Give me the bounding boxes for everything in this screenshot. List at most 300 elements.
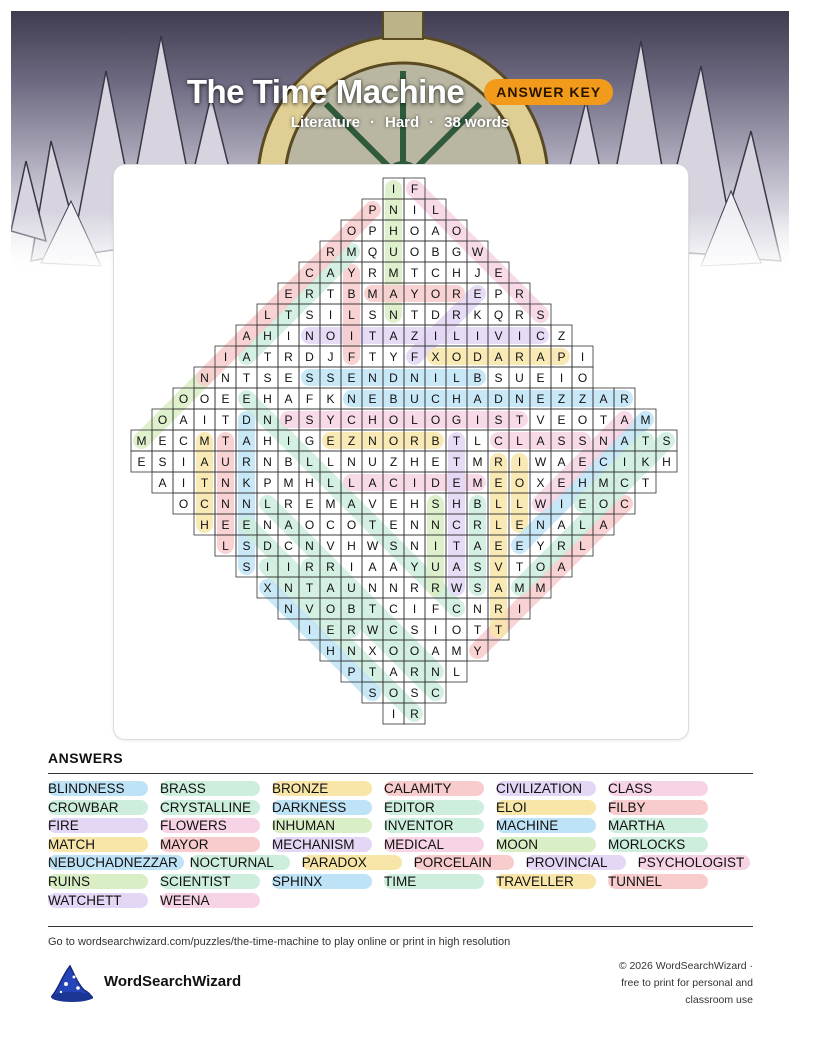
grid-cell[interactable] [194, 409, 215, 430]
svg-text:V: V [326, 539, 335, 553]
svg-text:I: I [580, 350, 585, 364]
answer-word: DARKNESS [272, 799, 346, 816]
svg-text:B: B [431, 245, 440, 259]
answer-word: MATCH [48, 836, 95, 853]
svg-text:Z: Z [410, 329, 419, 343]
svg-text:R: R [431, 581, 440, 595]
svg-text:A: A [326, 581, 335, 595]
grid-cell[interactable] [404, 514, 425, 535]
svg-text:A: A [179, 413, 188, 427]
svg-text:Z: Z [557, 392, 566, 406]
svg-text:L: L [453, 371, 460, 385]
svg-text:W: W [450, 581, 463, 595]
grid-cell[interactable] [467, 598, 488, 619]
svg-text:M: M [346, 245, 357, 259]
svg-text:O: O [325, 602, 336, 616]
svg-text:T: T [326, 287, 335, 301]
grid-cell[interactable] [173, 451, 194, 472]
svg-text:C: C [431, 686, 440, 700]
grid-cell[interactable] [425, 241, 446, 262]
svg-text:N: N [284, 581, 293, 595]
svg-text:N: N [389, 581, 398, 595]
svg-text:H: H [263, 329, 272, 343]
svg-text:H: H [662, 455, 671, 469]
svg-text:T: T [473, 623, 482, 637]
svg-text:C: C [347, 413, 356, 427]
answer-key-badge: ANSWER KEY [484, 79, 613, 105]
grid-cell[interactable] [467, 451, 488, 472]
grid-cell[interactable] [320, 388, 341, 409]
svg-text:A: A [200, 455, 209, 469]
svg-text:P: P [557, 350, 566, 364]
svg-text:E: E [284, 287, 293, 301]
svg-text:E: E [242, 518, 251, 532]
svg-text:N: N [263, 518, 272, 532]
svg-text:X: X [536, 476, 545, 490]
svg-text:A: A [389, 665, 398, 679]
svg-text:W: W [366, 623, 379, 637]
svg-text:U: U [431, 560, 440, 574]
svg-text:L: L [579, 518, 586, 532]
svg-text:I: I [265, 560, 270, 574]
svg-text:M: M [535, 581, 546, 595]
svg-text:H: H [263, 434, 272, 448]
svg-text:A: A [347, 497, 356, 511]
svg-text:Q: Q [493, 308, 504, 322]
svg-text:D: D [431, 308, 440, 322]
svg-text:A: A [494, 350, 503, 364]
svg-text:Y: Y [536, 539, 545, 553]
svg-text:L: L [495, 497, 502, 511]
svg-text:I: I [181, 455, 186, 469]
svg-text:M: M [451, 644, 462, 658]
grid-cell[interactable] [404, 304, 425, 325]
svg-text:W: W [534, 455, 547, 469]
grid-cell[interactable] [173, 472, 194, 493]
answer-word: SCIENTIST [160, 873, 231, 890]
svg-text:I: I [622, 455, 627, 469]
svg-text:S: S [662, 434, 671, 448]
svg-text:A: A [557, 560, 566, 574]
grid-cell[interactable] [404, 451, 425, 472]
grid-cell[interactable] [278, 346, 299, 367]
svg-text:S: S [494, 371, 503, 385]
svg-text:Y: Y [326, 413, 335, 427]
grid-cell[interactable] [446, 661, 467, 682]
svg-text:N: N [410, 539, 419, 553]
grid-cell[interactable] [530, 451, 551, 472]
svg-text:W: W [366, 539, 379, 553]
svg-text:L: L [516, 497, 523, 511]
grid-cell[interactable] [215, 388, 236, 409]
grid-cell[interactable] [551, 409, 572, 430]
svg-text:H: H [347, 539, 356, 553]
grid-cell[interactable] [383, 451, 404, 472]
grid-cell[interactable] [362, 241, 383, 262]
answer-word: RUINS [48, 873, 90, 890]
grid-cell[interactable] [404, 493, 425, 514]
svg-text:I: I [286, 560, 291, 574]
difficulty-label: Hard [384, 114, 420, 131]
svg-text:L: L [306, 455, 313, 469]
answer-word: CIVILIZATION [496, 780, 582, 797]
svg-text:C: C [494, 434, 503, 448]
svg-text:P: P [368, 203, 377, 217]
grid-cell[interactable] [215, 409, 236, 430]
svg-text:R: R [305, 287, 314, 301]
svg-text:T: T [368, 602, 377, 616]
svg-text:T: T [515, 560, 524, 574]
svg-text:R: R [494, 455, 503, 469]
copyright-notice [619, 958, 753, 1009]
svg-text:V: V [494, 329, 503, 343]
answer-word: PORCELAIN [414, 854, 492, 871]
svg-text:I: I [328, 308, 333, 322]
svg-text:A: A [557, 518, 566, 532]
svg-text:H: H [263, 392, 272, 406]
answer-word: FLOWERS [160, 817, 227, 834]
svg-text:E: E [473, 287, 482, 301]
grid-cell[interactable] [530, 367, 551, 388]
svg-text:O: O [409, 245, 420, 259]
svg-text:N: N [263, 455, 272, 469]
answer-word: MAYOR [160, 836, 209, 853]
svg-text:D: D [389, 371, 398, 385]
svg-text:C: C [179, 434, 188, 448]
svg-text:D: D [494, 392, 503, 406]
svg-text:Z: Z [389, 455, 398, 469]
svg-text:O: O [430, 413, 441, 427]
svg-text:N: N [473, 602, 482, 616]
svg-text:N: N [347, 392, 356, 406]
svg-text:N: N [389, 203, 398, 217]
grid-cell[interactable] [446, 619, 467, 640]
grid-cell[interactable] [299, 346, 320, 367]
svg-text:H: H [305, 476, 314, 490]
svg-text:T: T [641, 434, 650, 448]
svg-text:L: L [453, 329, 460, 343]
grid-cell[interactable] [425, 619, 446, 640]
svg-text:L: L [264, 497, 271, 511]
svg-text:R: R [242, 455, 251, 469]
svg-text:L: L [348, 308, 355, 322]
grid-cell[interactable] [341, 535, 362, 556]
svg-text:N: N [305, 539, 314, 553]
svg-text:C: C [620, 476, 629, 490]
svg-text:N: N [263, 413, 272, 427]
svg-text:N: N [284, 602, 293, 616]
svg-text:U: U [410, 392, 419, 406]
word-count-label: 38 words [444, 114, 510, 131]
svg-text:A: A [620, 434, 629, 448]
svg-text:E: E [389, 518, 398, 532]
grid-cell[interactable] [320, 304, 341, 325]
grid-cell[interactable] [383, 346, 404, 367]
svg-text:V: V [494, 560, 503, 574]
svg-text:A: A [242, 350, 251, 364]
svg-text:R: R [305, 560, 314, 574]
grid-cell[interactable] [446, 640, 467, 661]
grid-cell[interactable] [257, 367, 278, 388]
grid-cell[interactable] [278, 388, 299, 409]
grid-cell[interactable] [362, 346, 383, 367]
answers-divider [48, 773, 753, 774]
svg-text:R: R [515, 308, 524, 322]
grid-cell[interactable] [362, 451, 383, 472]
svg-text:T: T [263, 350, 272, 364]
answer-word: INHUMAN [272, 817, 335, 834]
svg-text:K: K [326, 392, 335, 406]
svg-text:E: E [578, 497, 587, 511]
grid-cell[interactable] [299, 388, 320, 409]
grid-cell[interactable] [362, 304, 383, 325]
grid-cell[interactable] [404, 241, 425, 262]
page-title: The Time Machine [186, 73, 465, 110]
svg-text:R: R [326, 560, 335, 574]
svg-text:Y: Y [389, 350, 398, 364]
svg-text:I: I [286, 434, 291, 448]
svg-text:H: H [368, 413, 377, 427]
svg-text:S: S [389, 539, 398, 553]
grid-cell[interactable] [467, 430, 488, 451]
svg-text:R: R [347, 623, 356, 637]
svg-text:G: G [304, 434, 315, 448]
svg-text:I: I [433, 539, 438, 553]
svg-text:A: A [284, 518, 293, 532]
svg-text:U: U [347, 581, 356, 595]
grid-cell[interactable] [257, 451, 278, 472]
svg-text:T: T [410, 308, 419, 322]
grid-cell[interactable] [299, 493, 320, 514]
svg-text:L: L [222, 539, 229, 553]
svg-text:R: R [368, 266, 377, 280]
svg-text:T: T [368, 350, 377, 364]
svg-text:R: R [494, 602, 503, 616]
svg-text:E: E [536, 392, 545, 406]
svg-text:O: O [388, 434, 399, 448]
svg-text:A: A [536, 434, 545, 448]
grid-cell[interactable] [320, 346, 341, 367]
svg-text:N: N [347, 455, 356, 469]
answer-word: PARADOX [302, 854, 367, 871]
svg-text:A: A [389, 560, 398, 574]
svg-text:E: E [494, 476, 503, 490]
svg-text:V: V [368, 497, 377, 511]
svg-text:M: M [388, 266, 399, 280]
svg-text:R: R [410, 665, 419, 679]
grid-cell[interactable] [509, 367, 530, 388]
svg-text:S: S [557, 434, 566, 448]
svg-text:O: O [514, 476, 525, 490]
svg-text:S: S [410, 623, 419, 637]
grid-cell[interactable] [341, 451, 362, 472]
svg-text:P: P [494, 287, 503, 301]
grid-cell[interactable] [278, 472, 299, 493]
svg-text:P: P [284, 413, 293, 427]
svg-text:S: S [242, 560, 251, 574]
svg-text:C: C [452, 602, 461, 616]
svg-text:H: H [410, 497, 419, 511]
svg-text:S: S [305, 371, 314, 385]
svg-text:O: O [577, 371, 588, 385]
svg-text:E: E [305, 497, 314, 511]
grid-cell[interactable] [320, 514, 341, 535]
svg-text:E: E [137, 455, 146, 469]
svg-text:K: K [242, 476, 251, 490]
svg-text:T: T [368, 665, 377, 679]
answer-word: WATCHETT [48, 892, 122, 909]
grid-cell[interactable] [425, 262, 446, 283]
svg-text:S: S [368, 308, 377, 322]
grid-cell[interactable] [425, 451, 446, 472]
grid-cell[interactable] [362, 262, 383, 283]
brand-name: WordSearchWizard [104, 973, 242, 990]
svg-text:N: N [368, 371, 377, 385]
puzzle-meta: Literature · Hard · 38 words [290, 114, 510, 131]
svg-text:N: N [305, 329, 314, 343]
svg-text:J: J [327, 350, 334, 364]
svg-text:C: C [389, 602, 398, 616]
svg-text:O: O [178, 392, 189, 406]
svg-text:C: C [305, 266, 314, 280]
grid-cell[interactable] [488, 367, 509, 388]
grid-cell[interactable] [383, 493, 404, 514]
category-label: Literature [290, 114, 360, 131]
svg-text:T: T [452, 434, 461, 448]
svg-text:I: I [517, 602, 522, 616]
svg-text:L: L [579, 539, 586, 553]
grid-cell[interactable] [152, 451, 173, 472]
svg-text:I: I [412, 203, 417, 217]
svg-text:F: F [410, 350, 419, 364]
grid-cell[interactable] [257, 472, 278, 493]
grid-cell[interactable] [173, 430, 194, 451]
svg-text:I: I [412, 476, 417, 490]
answer-word: MOON [496, 836, 538, 853]
svg-text:U: U [515, 371, 524, 385]
word-search-grid [113, 164, 687, 738]
grid-cell[interactable] [278, 367, 299, 388]
grid-cell[interactable] [404, 598, 425, 619]
svg-text:A: A [431, 644, 440, 658]
svg-text:M: M [136, 434, 147, 448]
svg-text:P: P [263, 476, 272, 490]
svg-text:I: I [517, 455, 522, 469]
svg-text:A: A [242, 434, 251, 448]
grid-cell[interactable] [404, 220, 425, 241]
grid-cell[interactable] [572, 367, 593, 388]
grid-cell[interactable] [551, 367, 572, 388]
svg-text:U: U [221, 455, 230, 469]
svg-text:I: I [559, 497, 564, 511]
svg-text:L: L [516, 434, 523, 448]
svg-text:C: C [431, 266, 440, 280]
svg-text:F: F [431, 602, 440, 616]
svg-text:X: X [368, 644, 377, 658]
grid-cell[interactable] [551, 325, 572, 346]
grid-cell[interactable] [383, 577, 404, 598]
svg-text:H: H [452, 497, 461, 511]
svg-text:B: B [284, 455, 293, 469]
footer-divider [48, 926, 753, 927]
svg-text:A: A [242, 329, 251, 343]
svg-text:R: R [452, 287, 461, 301]
footer-url-text[interactable]: Go to wordsearchwizard.com/puzzles/the-time-machine to play online or print in high resolution [48, 936, 511, 948]
grid-cell[interactable] [152, 472, 173, 493]
grid-cell[interactable] [173, 493, 194, 514]
svg-text:M: M [472, 476, 483, 490]
svg-text:D: D [473, 350, 482, 364]
svg-text:Q: Q [367, 245, 378, 259]
svg-text:Y: Y [347, 266, 356, 280]
svg-text:T: T [284, 308, 293, 322]
svg-text:I: I [349, 329, 354, 343]
svg-text:O: O [451, 350, 462, 364]
svg-text:E: E [326, 623, 335, 637]
svg-text:N: N [242, 497, 251, 511]
svg-text:C: C [284, 539, 293, 553]
answer-word: WEENA [160, 892, 210, 909]
grid-cell[interactable] [530, 409, 551, 430]
answer-word: CRYSTALLINE [160, 799, 251, 816]
svg-text:Z: Z [578, 392, 587, 406]
grid-cell[interactable] [488, 304, 509, 325]
svg-text:R: R [284, 497, 293, 511]
grid-cell[interactable] [446, 262, 467, 283]
svg-text:I: I [307, 623, 312, 637]
svg-text:S: S [473, 581, 482, 595]
grid-cell[interactable] [362, 556, 383, 577]
svg-text:I: I [433, 329, 438, 343]
copyright-line-3: classroom use [685, 994, 753, 1006]
svg-text:C: C [389, 476, 398, 490]
svg-text:E: E [494, 539, 503, 553]
svg-text:I: I [433, 371, 438, 385]
svg-text:H: H [452, 266, 461, 280]
grid-cell[interactable] [404, 262, 425, 283]
copyright-line-1: © 2026 WordSearchWizard · [618, 960, 753, 972]
svg-text:E: E [158, 434, 167, 448]
svg-text:Y: Y [410, 560, 419, 574]
grid-cell[interactable] [131, 451, 152, 472]
svg-text:L: L [411, 413, 418, 427]
answer-word: PROVINCIAL [526, 854, 608, 871]
svg-text:Z: Z [557, 329, 566, 343]
svg-text:S: S [326, 371, 335, 385]
grid-cell[interactable] [572, 409, 593, 430]
svg-text:R: R [326, 245, 335, 259]
svg-text:E: E [368, 392, 377, 406]
svg-text:F: F [347, 350, 356, 364]
answer-word: CALAMITY [384, 780, 452, 797]
answer-word: FIRE [48, 817, 79, 834]
svg-text:B: B [473, 497, 482, 511]
svg-text:O: O [598, 497, 609, 511]
answer-word: EDITOR [384, 799, 435, 816]
svg-text:N: N [368, 581, 377, 595]
svg-text:C: C [200, 497, 209, 511]
svg-text:A: A [536, 350, 545, 364]
svg-text:S: S [242, 539, 251, 553]
svg-text:I: I [349, 560, 354, 574]
svg-text:S: S [578, 434, 587, 448]
svg-text:E: E [347, 371, 356, 385]
svg-text:U: U [368, 455, 377, 469]
svg-text:O: O [199, 392, 210, 406]
svg-text:N: N [368, 434, 377, 448]
grid-cell[interactable] [236, 367, 257, 388]
grid-cell[interactable] [572, 346, 593, 367]
